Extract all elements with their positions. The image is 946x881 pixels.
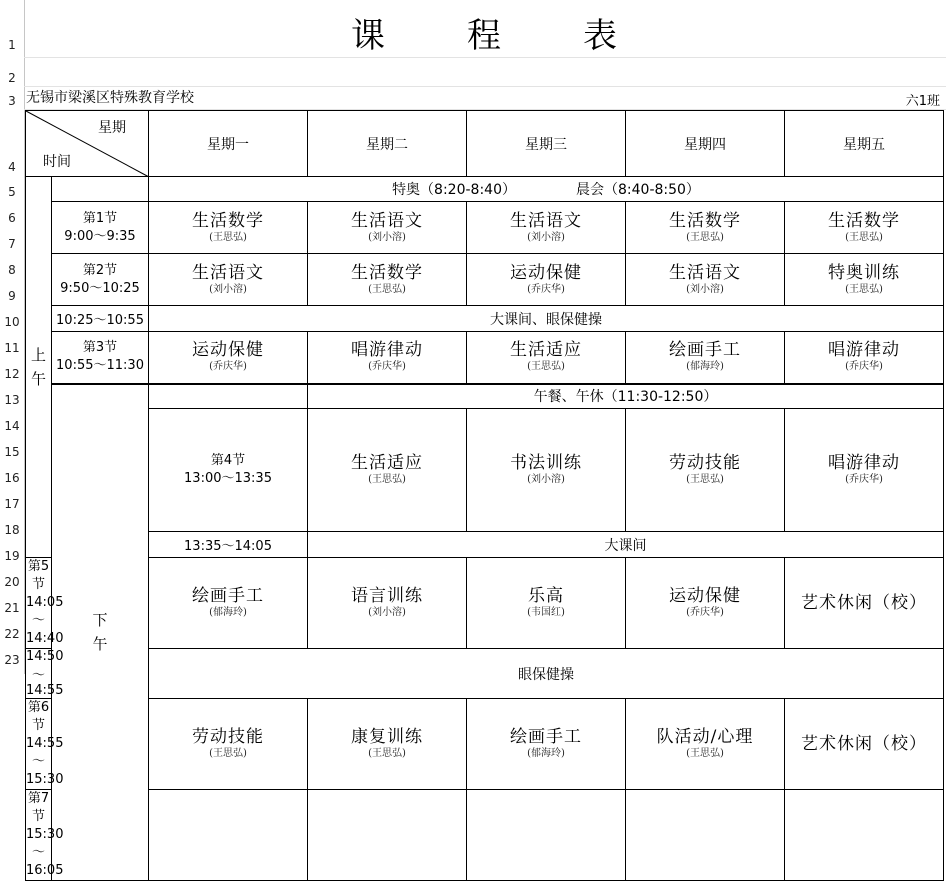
morning-meeting-time: 晨会（8:40-8:50） — [576, 182, 700, 198]
course-cell[interactable] — [308, 409, 467, 532]
row-number[interactable]: 17 — [4, 497, 20, 511]
special-olympics-time: 特奥（8:20-8:40） — [392, 182, 516, 198]
row-number[interactable]: 16 — [4, 471, 20, 485]
teacher-name: (乔庆华) — [845, 361, 883, 373]
row-number[interactable]: 1 — [8, 38, 16, 52]
break-time: 13:35～14:05 — [149, 532, 308, 558]
course-cell[interactable] — [308, 790, 467, 881]
schedule-table — [25, 110, 944, 881]
row-number-gutter — [0, 0, 25, 674]
course-cell[interactable] — [785, 790, 944, 881]
row-number[interactable]: 14 — [4, 419, 20, 433]
course-cell[interactable] — [626, 558, 785, 649]
row-number[interactable]: 13 — [4, 393, 20, 407]
course-name: 绘画手工 — [192, 586, 264, 606]
course-cell[interactable] — [149, 202, 308, 254]
course-name: 生活适应 — [351, 453, 423, 473]
title-char: 课 — [351, 16, 387, 56]
period-time: 14:55～15:30 — [26, 736, 64, 787]
period-label-cell — [26, 699, 64, 790]
row-number[interactable]: 18 — [4, 523, 20, 537]
teacher-name: (乔庆华) — [845, 474, 883, 485]
day-header: 星期三 — [467, 111, 626, 177]
activity-row — [26, 649, 944, 699]
teacher-name: (王思弘) — [686, 231, 724, 243]
course-name: 唱游律动 — [351, 340, 423, 361]
course-cell[interactable] — [626, 699, 785, 790]
period-name: 第1节 — [82, 210, 118, 226]
teacher-name: (王思弘) — [686, 748, 724, 759]
period-label-cell — [26, 558, 64, 649]
recess-bar: 大课间、眼保健操 — [149, 306, 944, 332]
teacher-name: (乔庆华) — [368, 361, 406, 373]
row-number[interactable]: 5 — [8, 185, 16, 199]
course-name: 运动保健 — [510, 262, 582, 283]
empty-time-cell — [52, 177, 149, 202]
period-name: 第7节 — [27, 791, 50, 824]
course-cell[interactable] — [626, 254, 785, 306]
diagonal-header-cell — [26, 111, 149, 177]
session-char: 午 — [92, 635, 108, 654]
course-name: 生活语文 — [510, 210, 582, 231]
period-row — [26, 409, 944, 532]
course-name: 语言训练 — [351, 586, 423, 606]
teacher-name: (王思弘) — [368, 474, 406, 485]
course-name: 生活数学 — [669, 210, 741, 231]
teacher-name: (乔庆华) — [686, 607, 724, 618]
course-name: 乐高 — [528, 586, 564, 606]
activity-row — [26, 532, 944, 558]
session-char: 上 — [30, 346, 46, 364]
row-number[interactable]: 23 — [4, 653, 20, 667]
class-name: 六1班 — [905, 94, 940, 109]
row-number[interactable]: 21 — [4, 601, 20, 615]
row-number[interactable]: 19 — [4, 549, 20, 563]
course-name: 生活数学 — [828, 210, 900, 231]
week-label: 星期 — [98, 120, 126, 136]
course-cell[interactable] — [785, 558, 944, 649]
teacher-name: (王思弘) — [368, 283, 406, 295]
day-header: 星期一 — [149, 111, 308, 177]
period-time: 10:55～11:30 — [56, 358, 144, 374]
course-cell[interactable] — [626, 409, 785, 532]
course-name: 书法训练 — [510, 453, 582, 473]
teacher-name: (刘小溶) — [686, 283, 724, 295]
time-label: 时间 — [43, 154, 71, 170]
break-time: 14:50～14:55 — [26, 649, 64, 698]
teacher-name: (乔庆华) — [209, 361, 247, 373]
recess-bar: 大课间 — [308, 532, 944, 558]
row-number[interactable]: 15 — [4, 445, 20, 459]
day-header: 星期五 — [785, 111, 944, 177]
period-time: 15:30～16:05 — [26, 827, 64, 878]
title-char: 程 — [467, 16, 503, 56]
course-name: 生活语文 — [192, 262, 264, 283]
course-name: 艺术休闲（校） — [801, 593, 927, 613]
teacher-name: (王思弘) — [368, 748, 406, 759]
course-name: 生活数学 — [192, 210, 264, 231]
teacher-name: (刘小溶) — [368, 607, 406, 618]
course-name: 艺术休闲（校） — [801, 734, 927, 754]
row-number[interactable]: 7 — [8, 237, 16, 251]
row-number[interactable]: 2 — [8, 71, 16, 85]
period-row — [26, 558, 944, 649]
period-row — [26, 254, 944, 306]
teacher-name: (刘小溶) — [527, 231, 565, 243]
period-name: 第6节 — [27, 700, 50, 733]
page-title — [24, 8, 946, 57]
course-cell[interactable] — [308, 254, 467, 306]
course-cell[interactable] — [785, 332, 944, 384]
row-number[interactable]: 4 — [8, 160, 16, 174]
period-name: 第3节 — [82, 340, 118, 356]
period-time: 13:00～13:35 — [184, 471, 272, 486]
activity-row — [26, 384, 944, 409]
school-name: 无锡市梁溪区特殊教育学校 — [26, 90, 194, 106]
teacher-name: (刘小溶) — [527, 474, 565, 485]
row-number[interactable]: 9 — [8, 289, 16, 303]
teacher-name: (郁海玲) — [686, 361, 724, 373]
period-row — [26, 790, 944, 881]
row-number[interactable]: 3 — [8, 94, 16, 108]
row-number[interactable]: 11 — [4, 341, 20, 355]
course-name: 运动保健 — [192, 340, 264, 361]
row-number[interactable]: 20 — [4, 575, 20, 589]
day-header: 星期四 — [626, 111, 785, 177]
course-name: 生活适应 — [510, 340, 582, 361]
course-cell[interactable] — [785, 202, 944, 254]
eye-exercise-bar: 眼保健操 — [149, 649, 944, 699]
course-name: 队活动/心理 — [656, 727, 754, 747]
course-name: 生活语文 — [351, 210, 423, 231]
course-cell[interactable] — [308, 699, 467, 790]
teacher-name: (刘小溶) — [368, 231, 406, 243]
course-cell[interactable] — [467, 202, 626, 254]
day-header: 星期二 — [308, 111, 467, 177]
course-cell[interactable] — [149, 558, 308, 649]
course-name: 特奥训练 — [828, 262, 900, 283]
teacher-name: (乔庆华) — [527, 283, 565, 295]
course-name: 生活数学 — [351, 262, 423, 283]
lunch-bar: 午餐、午休（11:30-12:50） — [308, 384, 944, 409]
course-name: 运动保健 — [669, 586, 741, 606]
course-name: 康复训练 — [351, 727, 423, 747]
teacher-name: (王思弘) — [686, 474, 724, 485]
course-cell[interactable] — [626, 202, 785, 254]
course-name: 劳动技能 — [192, 727, 264, 747]
morning-activity-bar — [149, 177, 944, 202]
teacher-name: (王思弘) — [527, 361, 565, 373]
period-name: 第2节 — [82, 262, 118, 278]
course-cell[interactable] — [308, 558, 467, 649]
course-name: 劳动技能 — [669, 453, 741, 473]
course-cell[interactable] — [149, 790, 308, 881]
period-label-cell — [52, 254, 149, 306]
period-label-cell — [149, 409, 308, 532]
course-name: 生活语文 — [669, 262, 741, 283]
course-cell[interactable] — [308, 202, 467, 254]
course-cell[interactable] — [785, 699, 944, 790]
course-cell[interactable] — [467, 558, 626, 649]
teacher-name: (韦国红) — [527, 607, 565, 618]
teacher-name: (王思弘) — [845, 283, 883, 295]
course-cell[interactable] — [467, 699, 626, 790]
period-time: 9:50～10:25 — [60, 280, 140, 296]
period-time: 14:05～14:40 — [26, 595, 64, 646]
period-label-cell — [26, 790, 64, 881]
row-number[interactable]: 22 — [4, 627, 20, 641]
row-number[interactable]: 10 — [4, 315, 20, 329]
course-cell[interactable] — [149, 332, 308, 384]
course-cell[interactable] — [626, 332, 785, 384]
row-number[interactable]: 8 — [8, 263, 16, 277]
row-number[interactable]: 12 — [4, 367, 20, 381]
activity-row — [26, 306, 944, 332]
period-label-cell — [52, 332, 149, 384]
period-time: 9:00～9:35 — [64, 228, 136, 244]
afternoon-session-cell — [52, 384, 149, 881]
course-cell[interactable] — [467, 254, 626, 306]
period-name: 第5节 — [27, 559, 50, 592]
empty-time-cell — [149, 384, 308, 409]
course-name: 唱游律动 — [828, 453, 900, 473]
course-name: 唱游律动 — [828, 340, 900, 361]
teacher-name: (王思弘) — [209, 231, 247, 243]
period-name: 第4节 — [210, 453, 246, 468]
course-cell[interactable] — [149, 699, 308, 790]
course-cell[interactable] — [308, 332, 467, 384]
period-row — [26, 202, 944, 254]
teacher-name: (郁海玲) — [209, 607, 247, 618]
row-number[interactable]: 6 — [8, 211, 16, 225]
course-cell[interactable] — [785, 409, 944, 532]
period-label-cell — [52, 202, 149, 254]
teacher-name: (刘小溶) — [209, 283, 247, 295]
course-name: 绘画手工 — [669, 340, 741, 361]
course-name: 绘画手工 — [510, 727, 582, 747]
session-char: 午 — [30, 370, 46, 388]
course-cell[interactable] — [467, 409, 626, 532]
teacher-name: (王思弘) — [209, 748, 247, 759]
activity-row — [26, 177, 944, 202]
course-cell[interactable] — [467, 332, 626, 384]
course-cell[interactable] — [785, 254, 944, 306]
period-row — [26, 699, 944, 790]
teacher-name: (郁海玲) — [527, 748, 565, 759]
break-time: 10:25～10:55 — [52, 306, 149, 332]
teacher-name: (王思弘) — [845, 231, 883, 243]
course-cell[interactable] — [149, 254, 308, 306]
morning-session-cell — [26, 177, 52, 558]
header-row — [26, 111, 944, 177]
session-char: 下 — [92, 611, 108, 630]
course-cell[interactable] — [626, 790, 785, 881]
course-cell[interactable] — [467, 790, 626, 881]
title-char: 表 — [583, 16, 619, 56]
period-row — [26, 332, 944, 384]
